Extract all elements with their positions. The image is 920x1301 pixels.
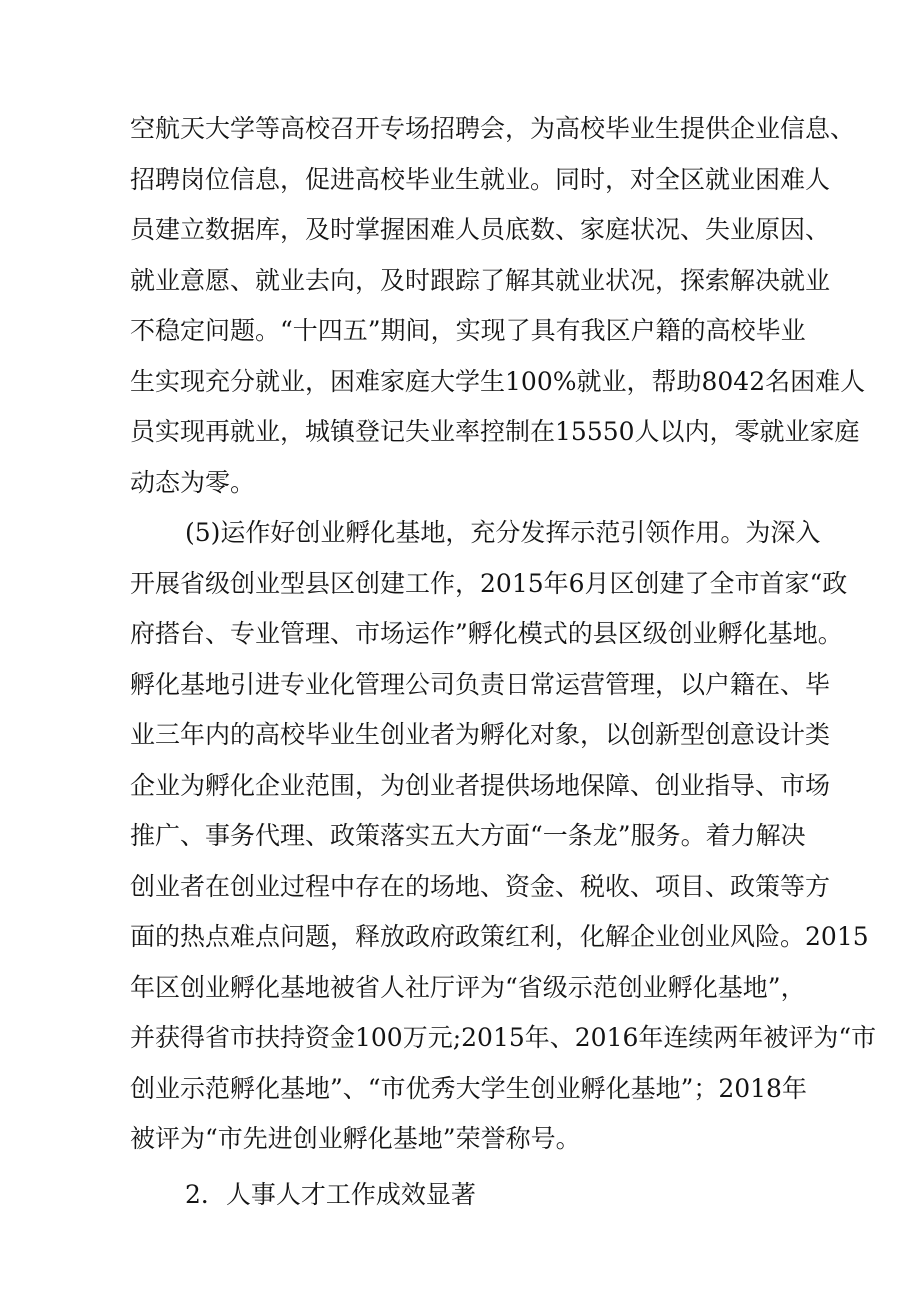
text-line: 创业示范孵化基地”、“市优秀大学生创业孵化基地”；2018年 <box>130 1073 807 1103</box>
text-line-last: 被评为“市先进创业孵化基地”荣誉称号。 <box>130 1124 581 1153</box>
text-line: 推广、事务代理、政策落实五大方面“一条龙”服务。着力解决 <box>130 821 806 850</box>
text-line: 就业意愿、就业去向，及时跟踪了解其就业状况，探索解决就业 <box>130 265 831 295</box>
text-line: 并获得省市扶持资金100万元;2015年、2016年连续两年被评为“市 <box>130 1023 877 1052</box>
text-line: 空航天大学等高校召开专场招聘会，为高校毕业生提供企业信息、 <box>130 114 856 143</box>
document-body <box>130 104 877 1220</box>
text-line: 府搭台、专业管理、市场运作”孵化模式的县区级创业孵化基地。 <box>130 619 843 648</box>
text-line: 员建立数据库，及时掌握困难人员底数、家庭状况、失业原因、 <box>130 215 831 244</box>
paragraph-5 <box>130 508 877 1165</box>
text-line: 生实现充分就业，困难家庭大学生100%就业，帮助8042名困难人 <box>130 366 866 396</box>
paragraph-continuation <box>130 104 866 508</box>
text-line-first: (5)运作好创业孵化基地，充分发挥示范引领作用。为深入 <box>185 518 821 547</box>
text-line: 创业者在创业过程中存在的场地、资金、税收、项目、政策等方 <box>130 871 831 901</box>
text-line: 招聘岗位信息，促进高校毕业生就业。同时，对全区就业困难人 <box>130 164 831 194</box>
text-line-last: 动态为零。 <box>130 467 256 497</box>
text-line: 面的热点难点问题，释放政府政策红利，化解企业创业风险。2015 <box>130 922 869 951</box>
text-line: 员实现再就业，城镇登记失业率控制在15550人以内，零就业家庭 <box>130 417 860 446</box>
text-line: 孵化基地引进专业化管理公司负责日常运营管理，以户籍在、毕 <box>130 669 831 699</box>
text-line: 业三年内的高校毕业生创业者为孵化对象，以创新型创意设计类 <box>130 720 831 749</box>
text-line: 不稳定问题。“十四五”期间，实现了具有我区户籍的高校毕业 <box>130 316 806 345</box>
text-line: 企业为孵化企业范围，为创业者提供场地保障、创业指导、市场 <box>130 770 831 800</box>
text-line: 年区创业孵化基地被省人社厅评为“省级示范创业孵化基地”， <box>130 972 806 1002</box>
text-line: 开展省级创业型县区创建工作，2015年6月区创建了全市首家“政 <box>130 568 848 598</box>
section-heading: 2．人事人才工作成效显著 <box>185 1179 476 1209</box>
